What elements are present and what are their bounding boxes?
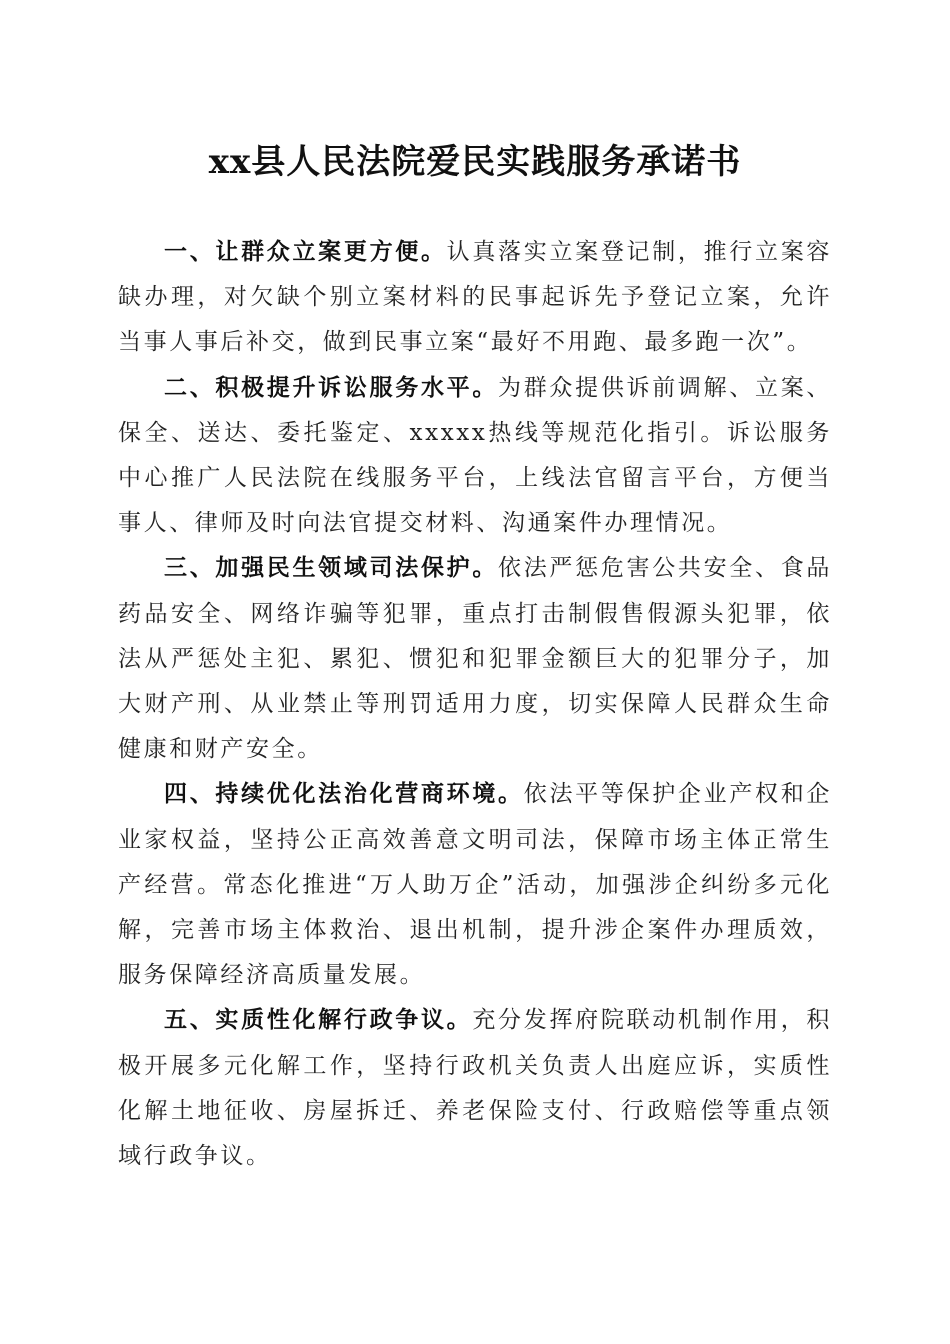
paragraph-4-heading: 四、持续优化法治化营商环境。: [164, 781, 524, 808]
paragraph-4-text: 依法平等保护企业产权和企业家权益，坚持公正高效善意文明司法，保障市场主体正常生产经营。常态化推进“万人助万企”活动，加强涉企纠纷多元化解，完善市场主体救治、退出机制，提升涉企案件办理质效，服务保障经济高质量发展。: [118, 781, 833, 989]
document-body: [118, 230, 832, 1179]
paragraph-3: [118, 546, 832, 772]
paragraph-2-heading: 二、积极提升诉讼服务水平。: [164, 374, 499, 401]
paragraph-5-heading: 五、实质性化解行政争议。: [164, 1007, 473, 1034]
paragraph-1-heading: 一、让群众立案更方便。: [164, 239, 447, 265]
paragraph-3-text: 依法严惩危害公共安全、食品药品安全、网络诈骗等犯罪，重点打击制假售假源头犯罪，依法从严惩处主犯、累犯、惯犯和犯罪金额巨大的犯罪分子，加大财产刑、从业禁止等刑罚适用力度，切实保障人民群众生命健康和财产安全。: [118, 555, 832, 763]
paragraph-2-text: 为群众提供诉前调解、立案、保全、送达、委托鉴定、xxxxx热线等规范化指引。诉讼服务中心推广人民法院在线服务平台，上线法官留言平台，方便当事人、律师及时向法官提交材料、沟通案件办理情况。: [118, 374, 832, 537]
paragraph-4: [118, 772, 832, 998]
paragraph-5-text: 充分发挥府院联动机制作用，积极开展多元化解工作，坚持行政机关负责人出庭应诉，实质性化解土地征收、房屋拆迁、养老保险支付、行政赔偿等重点领域行政争议。: [118, 1007, 833, 1170]
paragraph-5: [118, 998, 832, 1179]
paragraph-3-heading: 三、加强民生领域司法保护。: [164, 555, 499, 582]
paragraph-1: [118, 230, 832, 366]
document-title: xx县人民法院爱民实践服务承诺书: [208, 142, 742, 182]
paragraph-2: [118, 366, 832, 547]
paragraph-1-text: 认真落实立案登记制，推行立案容缺办理，对欠缺个别立案材料的民事起诉先予登记立案，允许当事人事后补交，做到民事立案“最好不用跑、最多跑一次”。: [118, 239, 832, 356]
